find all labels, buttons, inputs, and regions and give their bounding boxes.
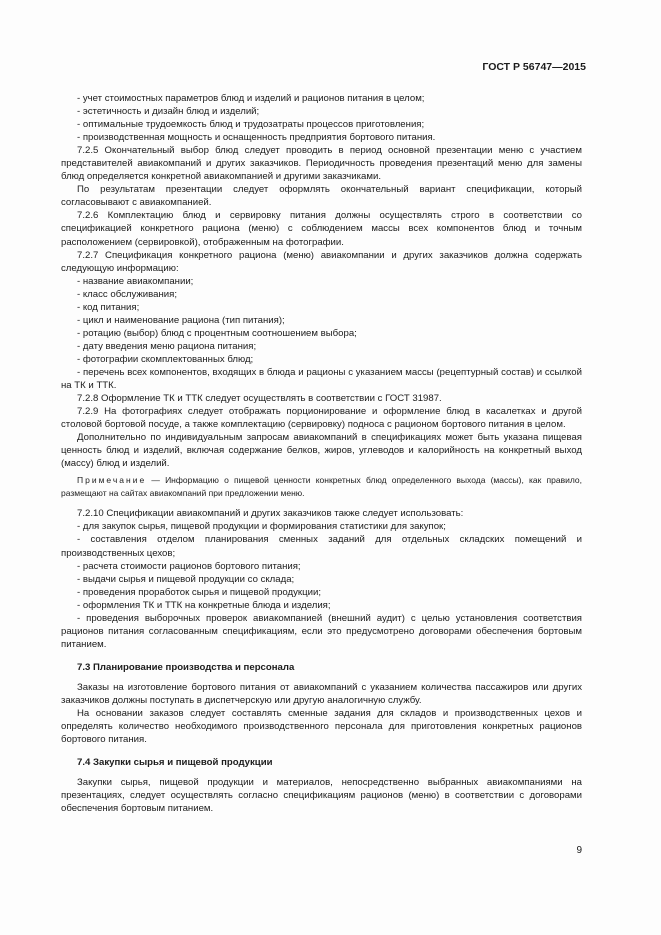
document-body — [61, 92, 582, 815]
paragraph: - проведения выборочных проверок авиакомпанией (внешний аудит) с целью установления соответствия рационов питания согласованным спецификациям, если это предусмотрено договорами обеспечения бортовым питанием. — [61, 612, 582, 650]
paragraph: 7.2.10 Спецификации авиакомпаний и других заказчиков также следует использовать: — [77, 508, 464, 520]
note-paragraph — [61, 474, 582, 499]
paragraph: По результатам презентации следует оформлять окончательный вариант спецификации, который согласовывают с авиакомпанией. — [61, 184, 582, 209]
list-item: - выдачи сырья и пищевой продукции со склада; — [77, 573, 295, 585]
list-item: - ротацию (выбор) блюд с процентным соотношением выбора; — [77, 327, 357, 339]
paragraph: 7.2.5 Окончательный выбор блюд следует проводить в период основной презентации меню с участием представителей авиакомпаний и других заказчиков. Периодичность проведения презентаций меню для замены блюд определяется конкретной авиакомпанией и другими заказчиками. — [61, 145, 582, 183]
paragraph: Дополнительно по индивидуальным запросам авиакомпаний в спецификациях может быть указана пищевая ценность блюд и изделий, включая содержание белков, жиров, углеводов и калорийность на конкретный выход (массу) блюд и изделий. — [61, 432, 582, 470]
paragraph: 7.2.6 Комплектацию блюд и сервировку питания должны осуществлять строго в соответствии со спецификацией конкретного рациона (меню) с соблюдением массы всех компонентов блюд и точным расположением (сервировкой), отображенным на фотографии. — [61, 210, 582, 248]
paragraph: Заказы на изготовление бортового питания от авиакомпаний с указанием количества пассажиров или других заказчиков должны поступать в диспетчерскую или другую аналогичную службу. — [61, 681, 582, 706]
paragraph: 7.2.8 Оформление ТК и ТТК следует осуществлять в соответствии с ГОСТ 31987. — [77, 393, 442, 405]
paragraph: На основании заказов следует составлять сменные задания для складов и производственных цехов и определять количество необходимого производственного персонала для приготовления конкретных рационов бортового питания. — [61, 708, 582, 746]
list-item: - оптимальные трудоемкость блюд и трудозатраты процессов приготовления; — [77, 119, 425, 131]
paragraph: Закупки сырья, пищевой продукции и материалов, непосредственно выбранных авиакомпаниями на презентациях, следует осуществлять согласно спецификациям рационов (меню) в соответствии с договорами обеспечения бортовым питанием. — [61, 777, 582, 815]
section-heading: 7.4 Закупки сырья и пищевой продукции — [77, 757, 273, 769]
page-number: 9 — [576, 845, 582, 856]
list-item: - цикл и наименование рациона (тип питания); — [77, 314, 285, 326]
section-heading: 7.3 Планирование производства и персонала — [77, 661, 295, 673]
list-item: - фотографии скомплектованных блюд; — [77, 353, 254, 365]
list-item: - учет стоимостных параметров блюд и изделий и рационов питания в целом; — [77, 93, 425, 104]
note-text: — Информацию о пищевой ценности конкретных блюд определенного выхода (массы), как правило, размещают на сайтах авиакомпаний при предложении меню. — [61, 475, 582, 498]
list-item: - код питания; — [77, 301, 140, 313]
paragraph: - перечень всех компонентов, входящих в блюда и рационы с указанием массы (рецептурный состав) и ссылкой на ТК и ТТК. — [61, 366, 582, 392]
paragraph: - составления отделом планирования сменных заданий для отдельных складских помещений и производственных цехов; — [61, 534, 582, 559]
list-item: - класс обслуживания; — [77, 288, 177, 300]
list-item: - проведения проработок сырья и пищевой продукции; — [77, 586, 321, 598]
list-item: - производственная мощность и оснащенность предприятия бортового питания. — [77, 132, 436, 144]
list-item: - дату введения меню рациона питания; — [77, 340, 257, 352]
list-item: - для закупок сырья, пищевой продукции и формирования статистики для закупок; — [77, 521, 446, 533]
list-item: - эстетичность и дизайн блюд и изделий; — [77, 106, 260, 118]
list-item: - оформления ТК и ТТК на конкретные блюда и изделия; — [77, 599, 331, 611]
list-item: - расчета стоимости рационов бортового питания; — [77, 560, 301, 572]
note-label: Примечание — [77, 475, 147, 486]
paragraph: 7.2.7 Спецификация конкретного рациона (меню) авиакомпании и других заказчиков должна содержать следующую информацию: — [61, 249, 582, 274]
list-item: - название авиакомпании; — [77, 275, 194, 287]
standard-header: ГОСТ Р 56747—2015 — [482, 61, 586, 73]
paragraph: 7.2.9 На фотографиях следует отображать порционирование и оформление блюд в касалетках и другой столовой бортовой посуде, а также комплектацию (сервировку) подноса с рационом бортового питания в целом. — [61, 406, 582, 431]
